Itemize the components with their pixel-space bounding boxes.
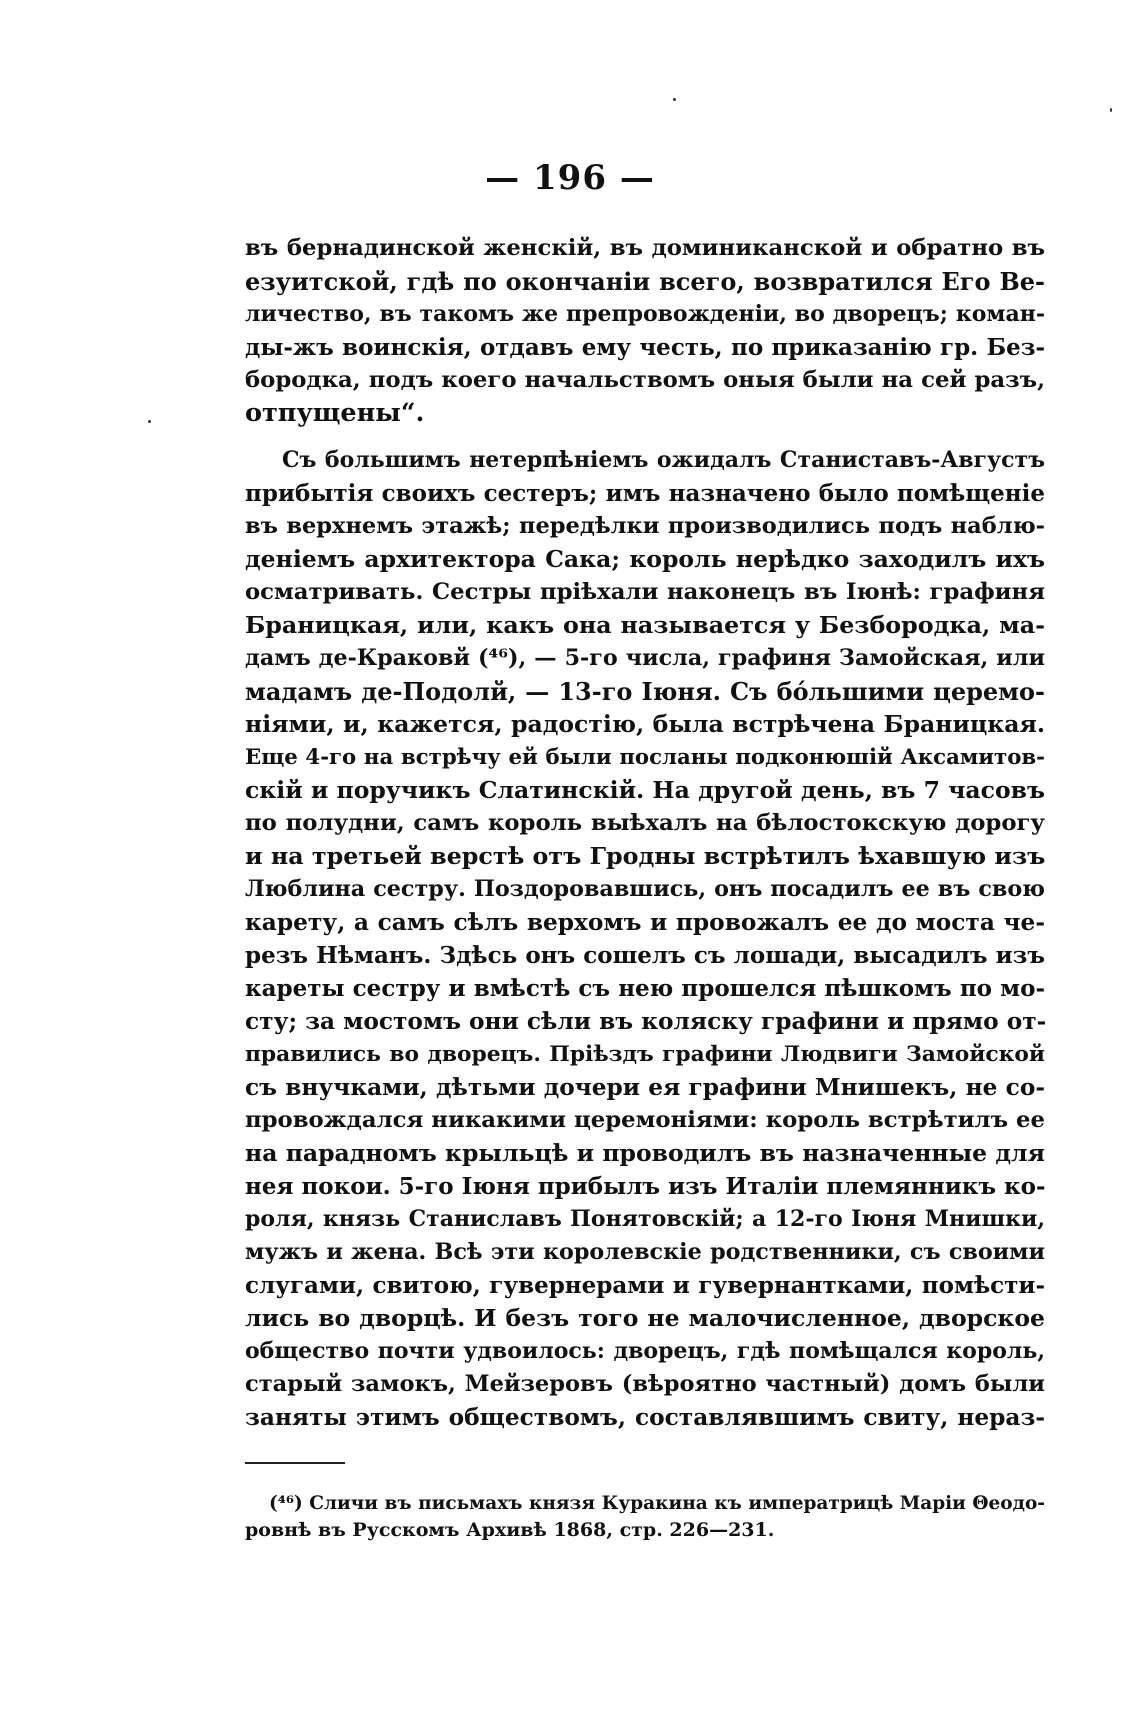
scan-speck: [148, 420, 151, 423]
text-line: въ бернадинской женскій, въ доминиканской и обратно въ: [245, 235, 1045, 261]
text-line: на парадномъ крыльцѣ и проводилъ въ назначенные для: [245, 1139, 1045, 1167]
text-line: дамъ де-Краковй (⁴⁶), — 5-го числа, графиня Замойская, или: [245, 645, 1045, 671]
text-line: Съ большимъ нетерпѣніемъ ожидалъ Станиставъ-Августъ: [282, 447, 1045, 473]
text-line: съ внучками, дѣтьми дочери ея графини Мнишекъ, не со-: [245, 1074, 1045, 1101]
text-line: бородка, подъ коего начальствомъ оныя были на сей разъ,: [245, 367, 1045, 393]
text-line: ніями, и, кажется, радостію, была встрѣчена Браницкая.: [245, 710, 1045, 738]
text-line: заняты этимъ обществомъ, составлявшимъ свиту, нераз-: [245, 1404, 1045, 1431]
text-line: провождался никакими церемоніями: король встрѣтилъ ее: [245, 1107, 1045, 1133]
text-line: роля, князь Станиславъ Понятовскій; а 12-го Іюня Мнишки,: [245, 1206, 1045, 1232]
footnotes: [245, 1490, 1045, 1544]
text-line: Браницкая, или, какъ она называется у Безбородка, ма-: [245, 611, 1045, 639]
footnote-46: [245, 1490, 1045, 1544]
text-line: старый замокъ, Мейзеровъ (вѣроятно частный) домъ были: [245, 1371, 1045, 1397]
text-line: личество, въ такомъ же препровожденіи, во дворецъ; коман-: [245, 301, 1045, 327]
text-line: отпущены“.: [245, 398, 425, 428]
scan-speck: [673, 98, 676, 101]
text-line: слугами, свитою, гувернерами и гувернантками, помѣсти-: [245, 1272, 1045, 1299]
text-line: нея покои. 5-го Іюня прибылъ изъ Италіи племянникъ ко-: [245, 1173, 1046, 1200]
text-line: кареты сестру и вмѣстѣ съ нею прошелся пѣшкомъ по мо-: [245, 975, 1045, 1002]
text-line: деніемъ архитектора Сака; король нерѣдко заходилъ ихъ: [245, 545, 1045, 573]
paragraph-2: [245, 444, 1045, 1434]
text-line: мужъ и жена. Всѣ эти королевскіе родственники, съ своими: [245, 1239, 1045, 1265]
paragraph-1: [245, 232, 1045, 430]
scan-speck: [1110, 108, 1112, 112]
text-line: мадамъ де-Подолй, — 13-го Іюня. Съ бо́льшими церемо-: [245, 677, 1045, 706]
text-line: прибытія своихъ сестеръ; имъ назначено было помѣщеніе: [245, 480, 1045, 507]
text-line: лись во дворцѣ. И безъ того не малочисленное, дворское: [245, 1304, 1045, 1332]
footnote-line: (⁴⁶) Сличи въ письмахъ князя Куракина къ императрицѣ Маріи Θеодо-: [269, 1493, 1045, 1514]
text-line: общество почти удвоилось: дворецъ, гдѣ помѣщался король,: [245, 1338, 1045, 1364]
text-line: осматривать. Сестры пріѣхали наконецъ въ Іюнѣ: графиня: [245, 579, 1045, 605]
text-line: карету, а самъ сѣлъ верхомъ и провожалъ ее до моста че-: [245, 909, 1045, 936]
text-line: правились во дворецъ. Пріѣздъ графини Людвиги Замойской: [245, 1042, 1045, 1067]
text-line: сту; за мостомъ они сѣли въ коляску графини и прямо от-: [245, 1008, 1047, 1035]
body-text: [245, 232, 1045, 1434]
text-line: Люблина сестру. Поздоровавшись, онъ посадилъ ее въ свою: [245, 876, 1045, 902]
text-line: въ верхнемъ этажѣ; передѣлки производились подъ наблю-: [245, 513, 1045, 539]
text-line: ды-жъ воинскія, отдавъ ему честь, по приказанію гр. Без-: [245, 334, 1045, 361]
footnote-divider: [245, 1462, 345, 1464]
text-line: Еще 4-го на встрѣчу ей были посланы подконюшій Аксамитов-: [245, 745, 1045, 770]
text-line: и на третьей верстѣ отъ Гродны встрѣтилъ ѣхавшую изъ: [245, 842, 1046, 870]
text-line: резъ Нѣманъ. Здѣсь онъ сошелъ съ лошади, высадилъ изъ: [245, 942, 1045, 969]
page-number: — 196 —: [485, 158, 655, 198]
footnote-line: ровнѣ въ Русскомъ Архивѣ 1868, стр. 226—231.: [245, 1519, 775, 1541]
text-line: по полудни, самъ король выѣхалъ на бѣлостокскую дорогу: [245, 810, 1045, 836]
text-line: езуитской, гдѣ по окончаніи всего, возвратился Его Ве-: [245, 267, 1045, 296]
text-line: скій и поручикъ Слатинскій. На другой день, въ 7 часовъ: [245, 776, 1045, 804]
